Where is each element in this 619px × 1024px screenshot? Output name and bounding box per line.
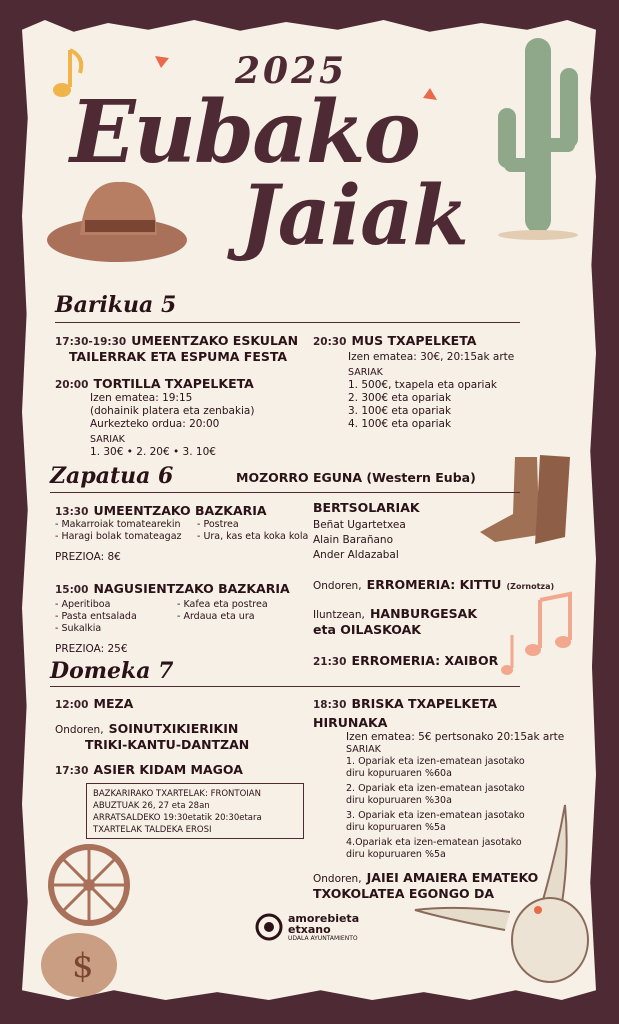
event-title: NAGUSIENTZAKO BAZKARIA: [93, 581, 290, 596]
cactus-icon: [490, 28, 585, 243]
event-title: SOINUTXIKIERIKIN: [108, 721, 239, 736]
friday-right-column: [313, 330, 543, 431]
menu-item: - Postrea: [197, 519, 239, 530]
price: PREZIOA: 25€: [55, 643, 128, 655]
event-time: 17:30-19:30: [55, 336, 127, 348]
saturday-right-column: [313, 500, 573, 669]
performer-name: Beñat Ugartetxea: [313, 519, 406, 531]
event-time: 18:30: [313, 699, 347, 711]
prize-item: diru kopuruaren %60a: [346, 768, 452, 779]
amorebieta-logo-icon: [254, 912, 284, 942]
logo-sub: UDALA AYUNTAMIENTO: [288, 934, 358, 942]
event-prefix: Ondoren,: [313, 873, 362, 885]
event-detail: Izen ematea: 5€ pertsonako 20:15ak arte: [346, 731, 565, 743]
event-time: 20:30: [313, 336, 347, 348]
event-time: 12:00: [55, 699, 89, 711]
event-title: TORTILLA TXAPELKETA: [93, 376, 254, 391]
logo-line1: amorebieta: [288, 911, 360, 925]
prize-item: 2. Opariak eta izen-ematean jasotako: [346, 783, 525, 794]
menu-item: - Kafea eta postrea: [177, 599, 268, 610]
event-detail: Izen ematea: 19:15: [90, 392, 193, 404]
prize-item: diru kopuruaren %30a: [346, 795, 452, 806]
event-time: 21:30: [313, 656, 347, 668]
divider: [55, 322, 520, 323]
tickets-line: ABUZTUAK 26, 27 eta 28an: [93, 801, 210, 811]
event-detail: Izen ematea: 30€, 20:15ak arte: [348, 351, 515, 363]
event-detail: Aurkezteko ordua: 20:00: [90, 418, 220, 430]
tickets-info-box: [86, 783, 304, 839]
saturday-heading: Zapatua 6: [50, 463, 174, 489]
year-title: 2025: [235, 50, 348, 92]
sunday-heading: Domeka 7: [50, 658, 174, 684]
performer-name: Alain Barañano: [313, 534, 394, 546]
event-note: (Zornotza): [506, 582, 555, 591]
page-title: Eubako: [70, 82, 419, 183]
prize-item: 4. 100€ eta opariak: [348, 418, 452, 430]
tickets-line: BAZKARIRAKO TXARTELAK: FRONTOIAN: [93, 789, 261, 799]
prize-item: 1. 500€, txapela eta opariak: [348, 379, 497, 391]
event-prefix: Ondoren,: [55, 724, 104, 736]
sunday-right-column: [313, 693, 573, 902]
divider: [50, 686, 520, 687]
prizes-label: SARIAK: [346, 744, 381, 755]
event-prefix: Ondoren,: [313, 580, 362, 592]
prize-item: diru kopuruaren %5a: [346, 849, 446, 860]
saturday-subtitle: MOZORRO EGUNA (Western Euba): [236, 470, 476, 485]
event-title-line2: TRIKI-KANTU-DANTZAN: [85, 737, 250, 752]
event-title: UMEENTZAKO ESKULAN: [131, 333, 299, 348]
town-logo: [254, 912, 359, 942]
event-time: 13:30: [55, 506, 89, 518]
tickets-line: TXARTELAK TALDEKA EROSI: [93, 825, 212, 835]
cowboy-hat-icon: [45, 170, 190, 270]
event-title: UMEENTZAKO BAZKARIA: [93, 503, 267, 518]
menu-item: - Haragi bolak tomateagaz: [55, 531, 182, 542]
prize-item: diru kopuruaren %5a: [346, 822, 446, 833]
event-title: HANBURGESAK: [369, 606, 477, 621]
menu-item: - Ardaua eta ura: [177, 611, 255, 622]
saturday-left-column: [55, 500, 310, 656]
event-detail: (dohainik platera eta zenbakia): [90, 405, 255, 417]
friday-heading: Barikua 5: [55, 292, 177, 318]
price: PREZIOA: 8€: [55, 551, 121, 563]
event-title: ERROMERIA: KITTU: [366, 577, 502, 592]
event-title: BRISKA TXAPELKETA HIRUNAKA: [313, 696, 498, 730]
prizes-label: SARIAK: [348, 367, 383, 378]
event-time: 20:00: [55, 379, 89, 391]
event-title-line2: eta OILASKOAK: [313, 622, 421, 637]
menu-item: - Ura, kas eta koka kola: [197, 531, 309, 542]
logo-line2: etxano: [288, 922, 331, 936]
menu-item: - Makarroiak tomatearekin: [55, 519, 181, 530]
prize-item: 3. 100€ eta opariak: [348, 405, 452, 417]
event-time: 15:00: [55, 584, 89, 596]
performer-name: Ander Aldazabal: [313, 549, 399, 561]
prize-item: 2. 300€ eta opariak: [348, 392, 452, 404]
event-title: ASIER KIDAM MAGOA: [93, 762, 243, 777]
event-title-line2: TXOKOLATEA EGONGO DA: [313, 886, 495, 901]
triangle-icon: [423, 88, 437, 100]
event-time: 17:30: [55, 765, 89, 777]
prize-item: 3. Opariak eta izen-ematean jasotako: [346, 810, 525, 821]
prize-item: 4.Opariak eta izen-ematean jasotako: [346, 837, 522, 848]
event-title-line2: TAILERRAK ETA ESPUMA FESTA: [69, 349, 288, 364]
event-title: ERROMERIA: XAIBOR: [351, 653, 499, 668]
friday-left-column: [55, 330, 305, 459]
event-title: BERTSOLARIAK: [313, 500, 420, 515]
page-title-line2: Jaiak: [240, 168, 469, 264]
sunday-left-column: [55, 693, 310, 778]
prizes-label: SARIAK: [90, 434, 125, 445]
prizes-list: 1. 30€ • 2. 20€ • 3. 10€: [90, 446, 216, 458]
event-title: JAIEI AMAIERA EMATEKO: [366, 870, 539, 885]
tickets-line: ARRATSALDEKO 19:30etatik 20:30etara: [93, 813, 262, 823]
triangle-icon: [155, 56, 169, 68]
event-title: MUS TXAPELKETA: [351, 333, 477, 348]
divider: [50, 492, 520, 493]
menu-item: - Sukalkia: [55, 623, 102, 634]
svg-text:$: $: [72, 946, 94, 986]
wagon-wheel-icon: [24, 840, 154, 1000]
menu-item: - Pasta entsalada: [55, 611, 137, 622]
prize-item: 1. Opariak eta izen-ematean jasotako: [346, 756, 525, 767]
menu-item: - Aperitiboa: [55, 599, 111, 610]
event-prefix: Iluntzean,: [313, 609, 365, 621]
event-title: MEZA: [93, 696, 134, 711]
